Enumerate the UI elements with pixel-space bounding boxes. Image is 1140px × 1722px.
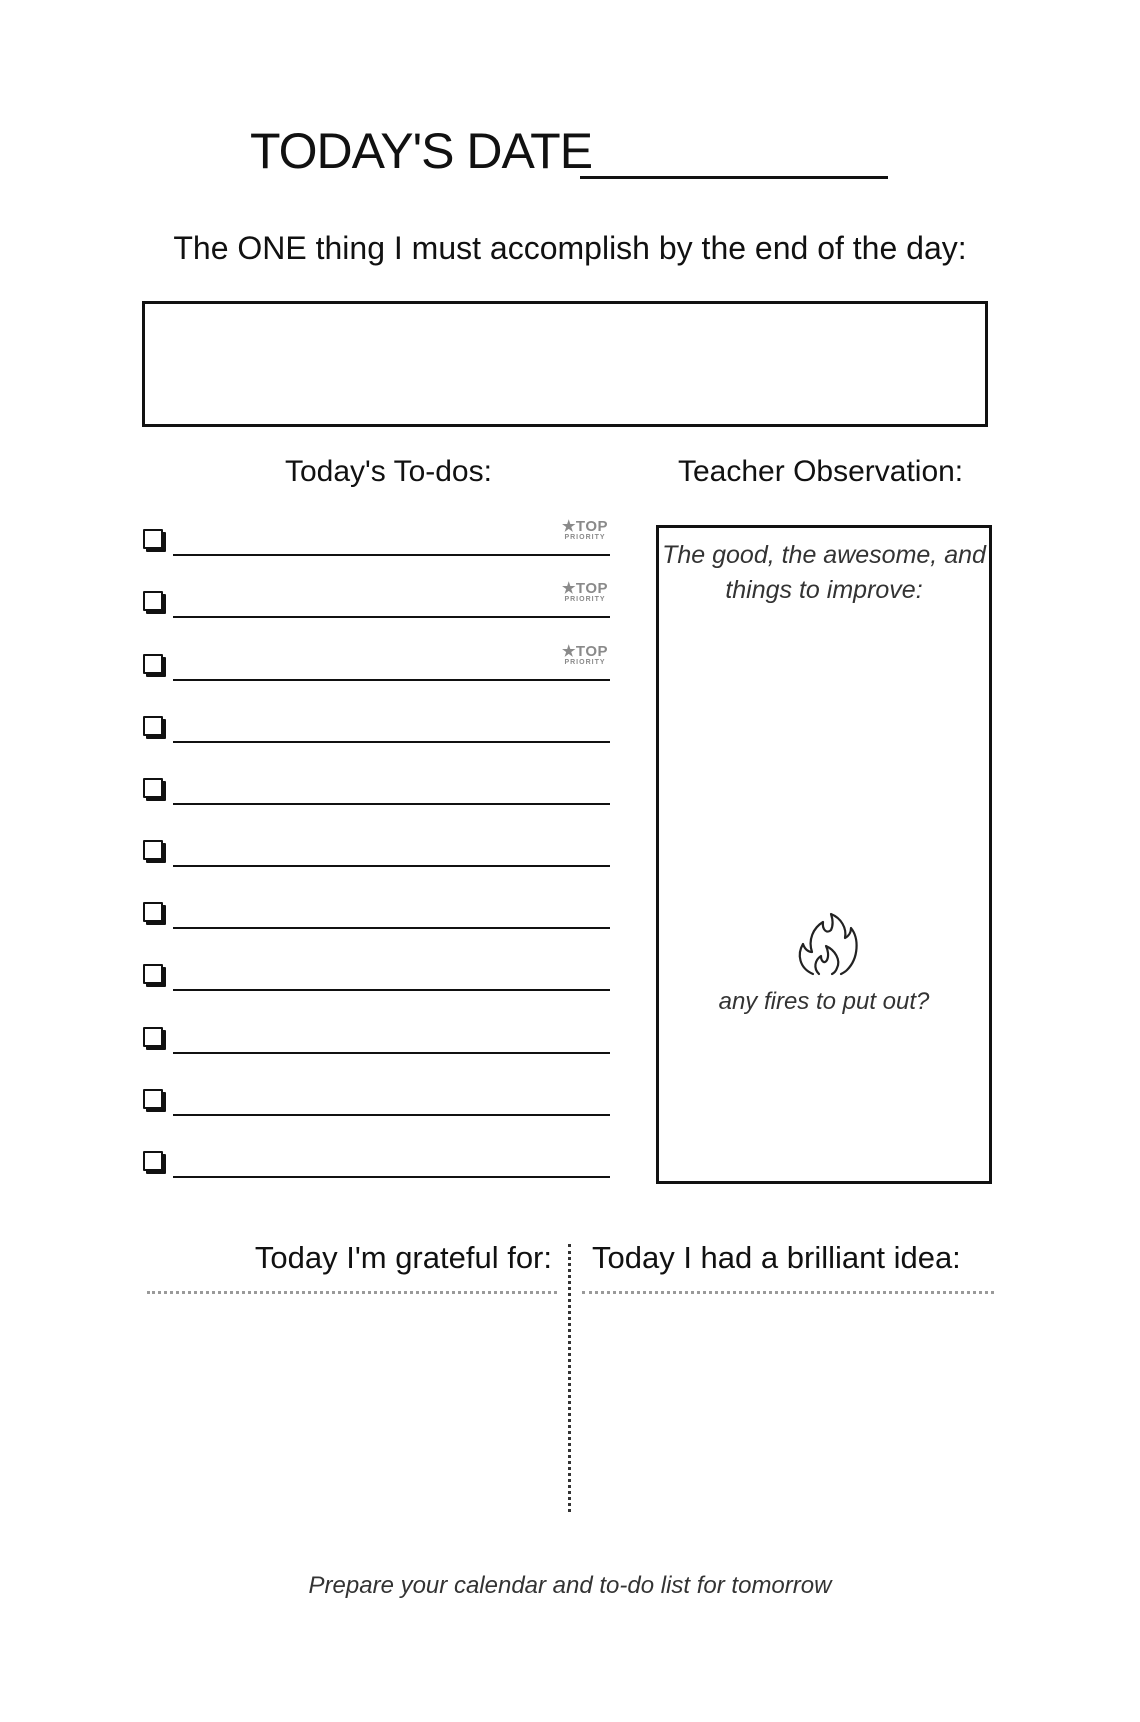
todo-entry-line[interactable] bbox=[173, 554, 610, 556]
top-priority-tag bbox=[562, 519, 608, 541]
observation-prompt-line1: The good, the awesome, and bbox=[662, 541, 986, 569]
priority-tag-sub: PRIORITY bbox=[564, 659, 606, 666]
todo-checkbox[interactable] bbox=[143, 964, 163, 984]
todo-row bbox=[143, 1148, 610, 1178]
todo-entry-line[interactable] bbox=[173, 1052, 610, 1054]
todo-row bbox=[143, 961, 610, 991]
priority-tag-top: ★TOP bbox=[561, 580, 608, 597]
todo-entry-line[interactable] bbox=[173, 1114, 610, 1116]
top-priority-tag bbox=[562, 644, 608, 666]
todo-entry-line[interactable] bbox=[173, 679, 610, 681]
footer-note: Prepare your calendar and to-do list for tomorrow bbox=[308, 1572, 832, 1599]
one-thing-box[interactable] bbox=[142, 301, 988, 427]
todo-checkbox[interactable] bbox=[143, 778, 163, 798]
todo-entry-line[interactable] bbox=[173, 865, 610, 867]
fire-icon bbox=[791, 908, 863, 980]
todo-row bbox=[143, 837, 610, 867]
grateful-divider bbox=[147, 1291, 557, 1294]
todo-checkbox[interactable] bbox=[143, 654, 163, 674]
todo-checkbox[interactable] bbox=[143, 840, 163, 860]
priority-tag-top: ★TOP bbox=[561, 643, 608, 660]
priority-tag-sub: PRIORITY bbox=[564, 534, 606, 541]
todo-entry-line[interactable] bbox=[173, 927, 610, 929]
todo-row bbox=[143, 775, 610, 805]
todo-row bbox=[143, 1024, 610, 1054]
todo-checkbox[interactable] bbox=[143, 1151, 163, 1171]
fires-prompt: any fires to put out? bbox=[718, 988, 930, 1015]
todo-checkbox[interactable] bbox=[143, 902, 163, 922]
one-thing-prompt: The ONE thing I must accomplish by the end of the day: bbox=[173, 230, 967, 266]
date-title: TODAY'S DATE bbox=[250, 123, 593, 179]
todo-checkbox[interactable] bbox=[143, 1089, 163, 1109]
todo-checkbox[interactable] bbox=[143, 591, 163, 611]
grateful-heading: Today I'm grateful for: bbox=[254, 1240, 552, 1275]
section-divider bbox=[568, 1244, 571, 1512]
todo-row bbox=[143, 1086, 610, 1116]
todo-row bbox=[143, 518, 610, 556]
idea-heading: Today I had a brilliant idea: bbox=[592, 1240, 961, 1275]
todo-entry-line[interactable] bbox=[173, 1176, 610, 1178]
todo-row bbox=[143, 713, 610, 743]
todo-entry-line[interactable] bbox=[173, 989, 610, 991]
observation-box[interactable] bbox=[656, 525, 992, 1184]
todo-row bbox=[143, 899, 610, 929]
todo-checkbox[interactable] bbox=[143, 529, 163, 549]
observation-prompt-line2: things to improve: bbox=[725, 576, 923, 604]
priority-tag-top: ★TOP bbox=[561, 518, 608, 535]
priority-tag-sub: PRIORITY bbox=[564, 596, 606, 603]
todo-entry-line[interactable] bbox=[173, 803, 610, 805]
todo-checkbox[interactable] bbox=[143, 716, 163, 736]
top-priority-tag bbox=[562, 581, 608, 603]
todos-heading: Today's To-dos: bbox=[285, 455, 492, 488]
date-entry-line[interactable] bbox=[580, 176, 888, 179]
todo-row bbox=[143, 580, 610, 618]
observation-heading: Teacher Observation: bbox=[678, 455, 964, 488]
observation-prompt bbox=[656, 538, 992, 608]
idea-divider bbox=[582, 1291, 994, 1294]
todo-entry-line[interactable] bbox=[173, 616, 610, 618]
todo-checkbox[interactable] bbox=[143, 1027, 163, 1047]
todo-entry-line[interactable] bbox=[173, 741, 610, 743]
todo-row bbox=[143, 643, 610, 681]
